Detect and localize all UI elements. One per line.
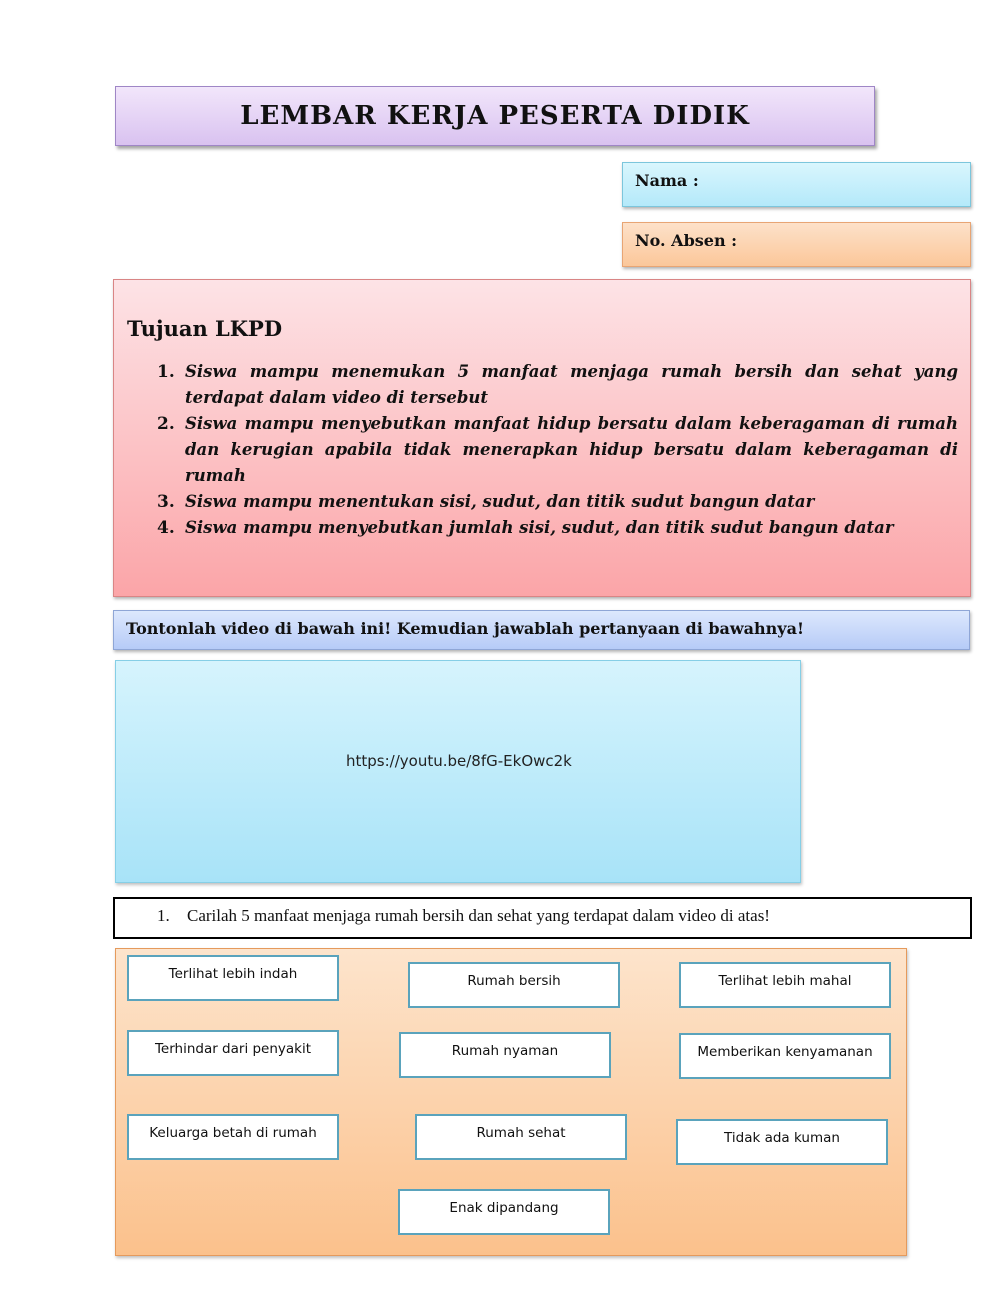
answer-option[interactable]: Tidak ada kuman [676,1119,888,1165]
question-text: Carilah 5 manfaat menjaga rumah bersih dan sehat yang terdapat dalam video di atas! [187,906,770,925]
objective-number: 2. [157,414,175,434]
objective-text: Siswa mampu menyebutkan jumlah sisi, sudut, dan titik sudut bangun datar [185,518,894,537]
answer-option[interactable]: Rumah bersih [408,962,620,1008]
objective-item [157,359,958,411]
answer-area [115,948,907,1256]
absen-field[interactable] [622,222,971,267]
objective-item [157,489,958,515]
video-link[interactable]: https://youtu.be/8fG-EkOwc2k [346,752,572,770]
objective-item [157,411,958,489]
instruction-text: Tontonlah video di bawah ini! Kemudian jawablah pertanyaan di bawahnya! [126,619,804,638]
question-number: 1. [157,906,170,925]
objectives-panel [113,279,971,597]
absen-label: No. Absen : [635,231,738,250]
answer-option[interactable]: Terhindar dari penyakit [127,1030,339,1076]
objective-text: Siswa mampu menyebutkan manfaat hidup bersatu dalam keberagaman di rumah dan kerugian apabila tidak menerapkan hidup bersatu dalam keberagaman di rumah [185,414,958,485]
answer-option[interactable]: Terlihat lebih mahal [679,962,891,1008]
objectives-title: Tujuan LKPD [127,316,283,341]
objective-number: 3. [157,492,175,512]
name-field[interactable] [622,162,971,207]
answer-option[interactable]: Rumah nyaman [399,1032,611,1078]
answer-option[interactable]: Rumah sehat [415,1114,627,1160]
answer-option[interactable]: Terlihat lebih indah [127,955,339,1001]
objective-text: Siswa mampu menentukan sisi, sudut, dan titik sudut bangun datar [185,492,815,511]
objectives-list [127,359,958,541]
objective-number: 4. [157,518,175,538]
title-banner [115,86,875,146]
answer-option[interactable]: Keluarga betah di rumah [127,1114,339,1160]
objective-number: 1. [157,362,175,382]
name-label: Nama : [635,171,699,190]
objective-item [157,515,958,541]
answer-option[interactable]: Enak dipandang [398,1189,610,1235]
objective-text: Siswa mampu menemukan 5 manfaat menjaga rumah bersih dan sehat yang terdapat dalam video di tersebut [185,362,958,407]
instruction-bar [113,610,970,650]
video-panel[interactable] [115,660,801,883]
page-title: LEMBAR KERJA PESERTA DIDIK [240,101,750,131]
question-box [113,897,972,939]
answer-option[interactable]: Memberikan kenyamanan [679,1033,891,1079]
